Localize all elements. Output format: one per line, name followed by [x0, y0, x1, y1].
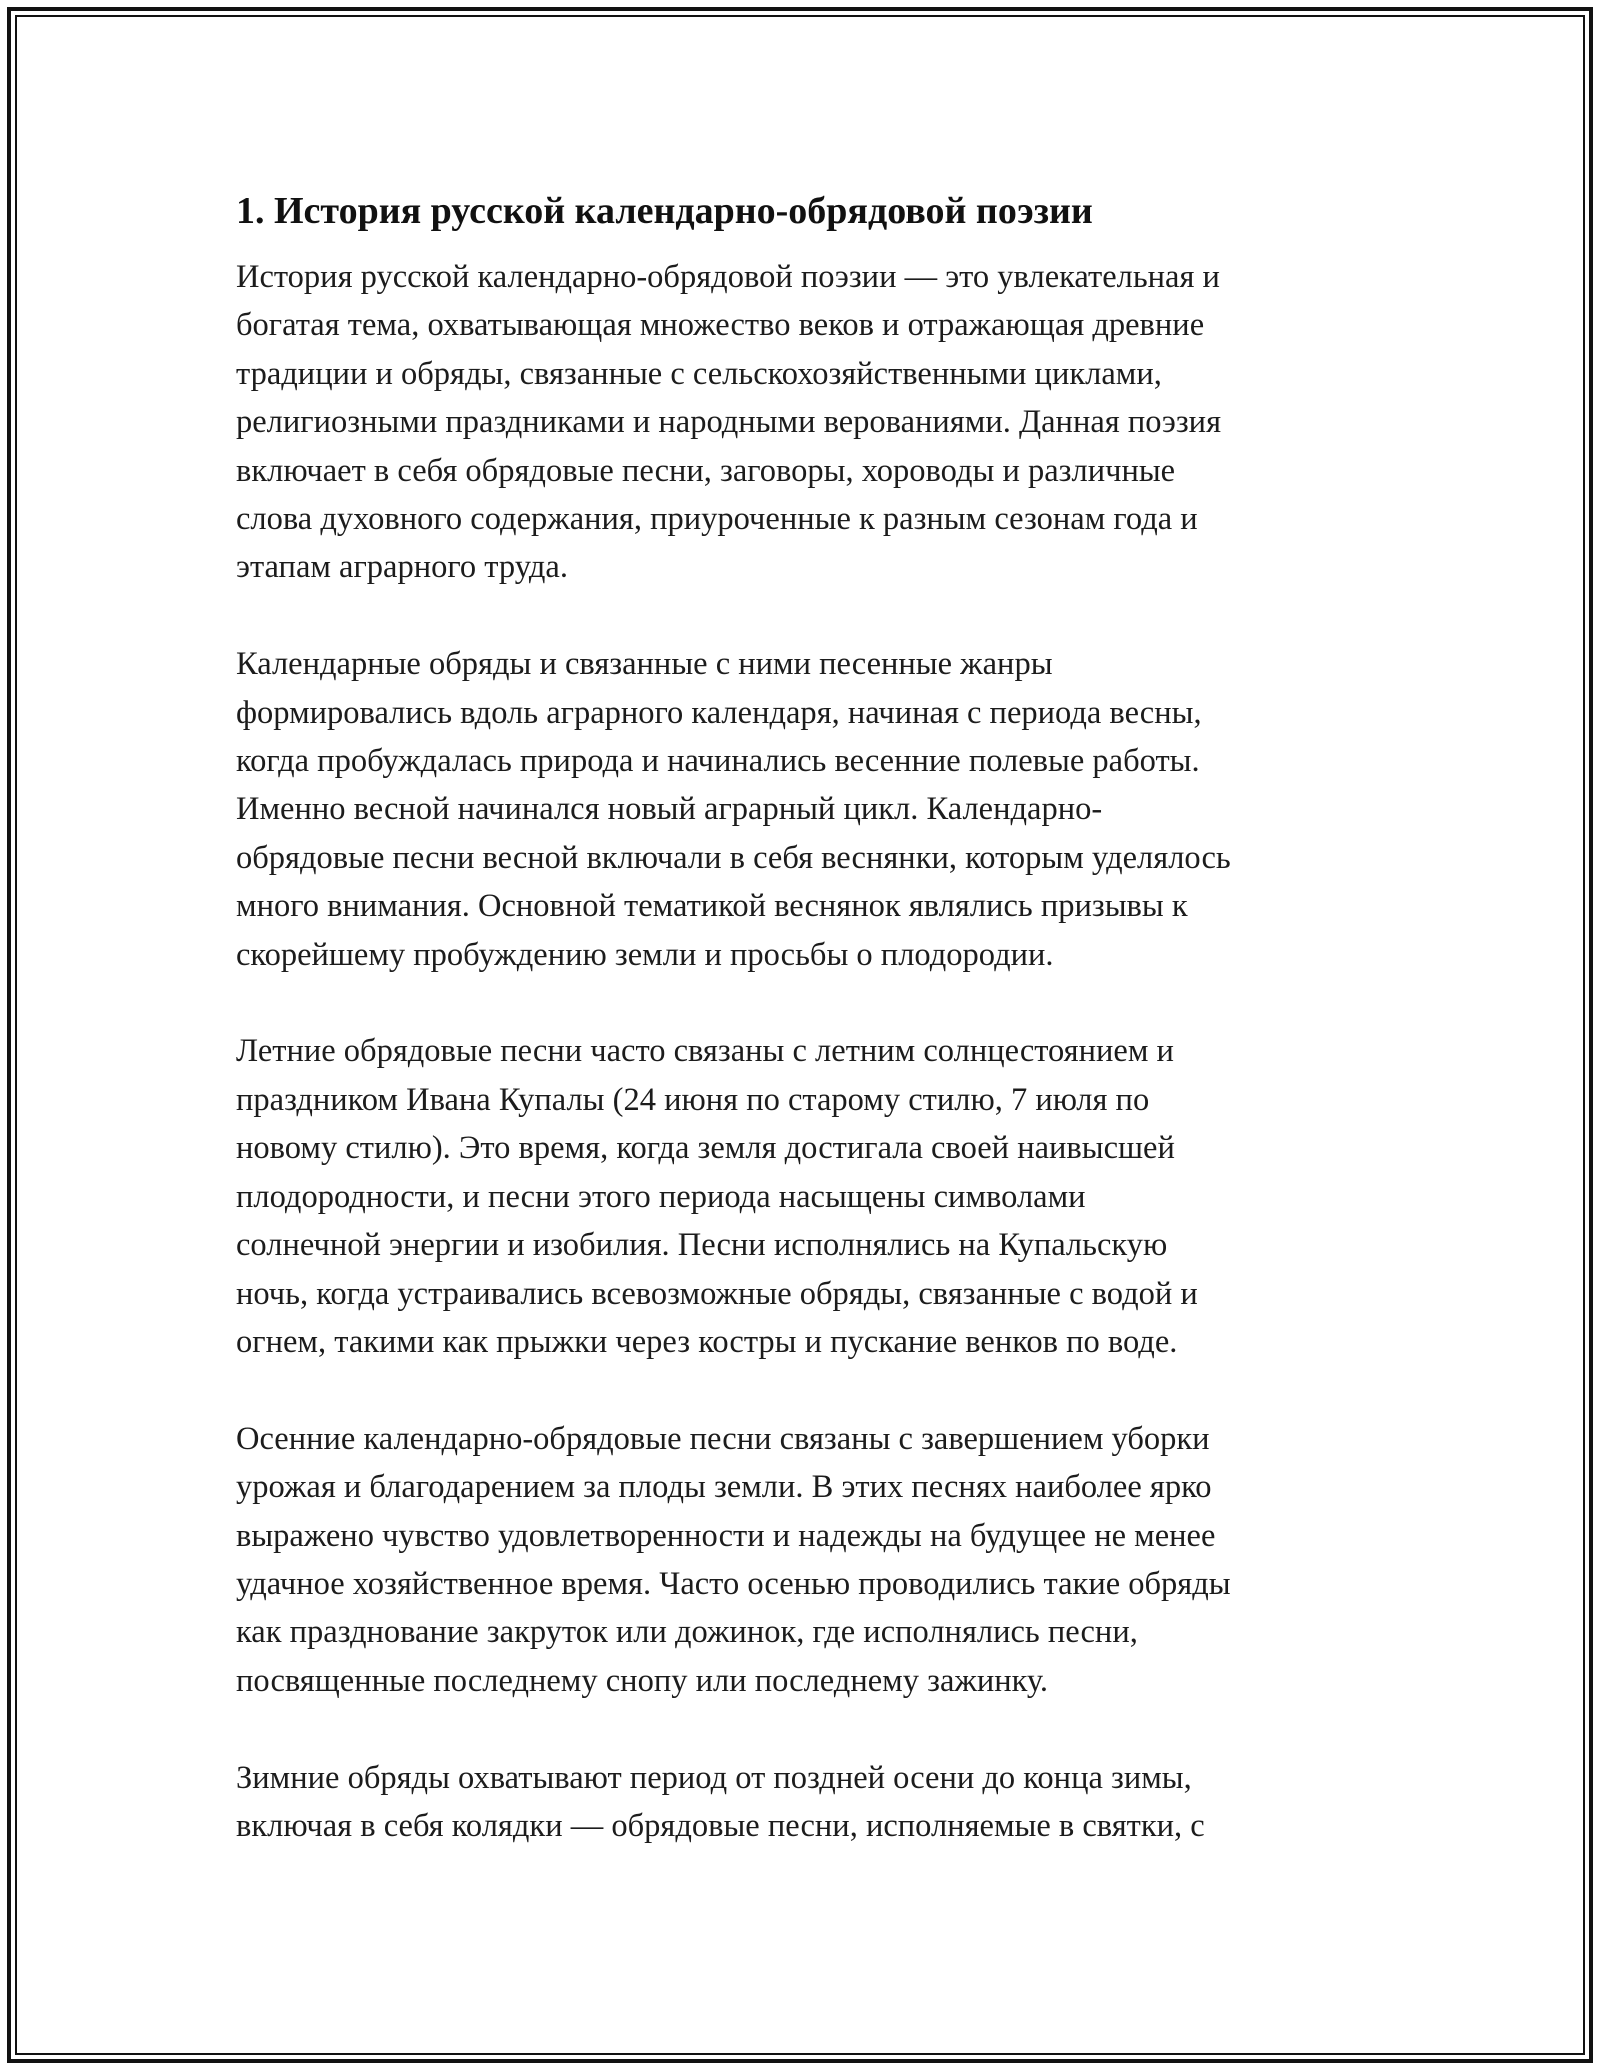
text-line: солнечной энергии и изобилия. Песни исполнялись на Купальскую	[236, 1227, 1168, 1264]
text-line: обрядовые песни весной включали в себя веснянки, которым уделялось	[236, 839, 1231, 876]
text-line: Осенние календарно-обрядовые песни связаны с завершением уборки	[236, 1420, 1210, 1457]
text-line: как празднование закруток или дожинок, где исполнялись песни,	[236, 1614, 1138, 1651]
section-heading: 1. История русской календарно-обрядовой поэзии	[236, 190, 1093, 232]
text-line: посвященные последнему снопу или последнему зажинку.	[236, 1662, 1049, 1699]
text-line: Календарные обряды и связанные с ними песенные жанры	[236, 646, 1053, 683]
text-line: формировались вдоль аграрного календаря, начиная с периода весны,	[236, 694, 1202, 731]
text-line: слова духовного содержания, приуроченные к разным сезонам года и	[236, 501, 1198, 538]
text-line: этапам аграрного труда.	[236, 549, 568, 586]
text-line: урожая и благодарением за плоды земли. В этих песнях наиболее ярко	[236, 1469, 1212, 1506]
text-line: плодородности, и песни этого периода насыщены символами	[236, 1178, 1086, 1215]
paragraph-autumn	[236, 1415, 1376, 1705]
text-line: праздником Ивана Купалы (24 июня по старому стилю, 7 июля по	[236, 1081, 1150, 1118]
text-line: ночь, когда устраивались всевозможные обряды, связанные с водой и	[236, 1275, 1198, 1312]
paragraph-winter	[236, 1754, 1376, 1851]
paragraph-summer	[236, 1027, 1376, 1366]
text-line: традиции и обряды, связанные с сельскохозяйственными циклами,	[236, 355, 1162, 392]
text-line: религиозными праздниками и народными верованиями. Данная поэзия	[236, 404, 1222, 441]
text-line: Зимние обряды охватывают период от поздней осени до конца зимы,	[236, 1759, 1192, 1796]
text-line: новому стилю). Это время, когда земля достигала своей наивысшей	[236, 1130, 1175, 1167]
text-line: богатая тема, охватывающая множество веков и отражающая древние	[236, 307, 1205, 344]
text-line: много внимания. Основной тематикой веснянок являлись призывы к	[236, 888, 1188, 925]
text-line: включая в себя колядки — обрядовые песни, исполняемые в святки, с	[236, 1807, 1205, 1844]
text-line: Именно весной начинался новый аграрный цикл. Календарно-	[236, 791, 1103, 828]
text-line: удачное хозяйственное время. Часто осенью проводились такие обряды	[236, 1565, 1231, 1602]
text-line: включает в себя обрядовые песни, заговоры, хороводы и различные	[236, 452, 1176, 489]
text-line: огнем, такими как прыжки через костры и пускание венков по воде.	[236, 1323, 1178, 1360]
document-body	[236, 185, 1376, 1850]
text-line: когда пробуждалась природа и начинались весенние полевые работы.	[236, 743, 1200, 780]
text-line: выражено чувство удовлетворенности и надежды на будущее не менее	[236, 1517, 1216, 1554]
text-line: История русской календарно-обрядовой поэзии — это увлекательная и	[236, 259, 1220, 295]
text-line: Летние обрядовые песни часто связаны с летним солнцестоянием и	[236, 1033, 1174, 1070]
paragraph-spring	[236, 640, 1376, 979]
paragraph-intro	[236, 253, 1376, 592]
text-line: скорейшему пробуждению земли и просьбы о плодородии.	[236, 936, 1054, 973]
